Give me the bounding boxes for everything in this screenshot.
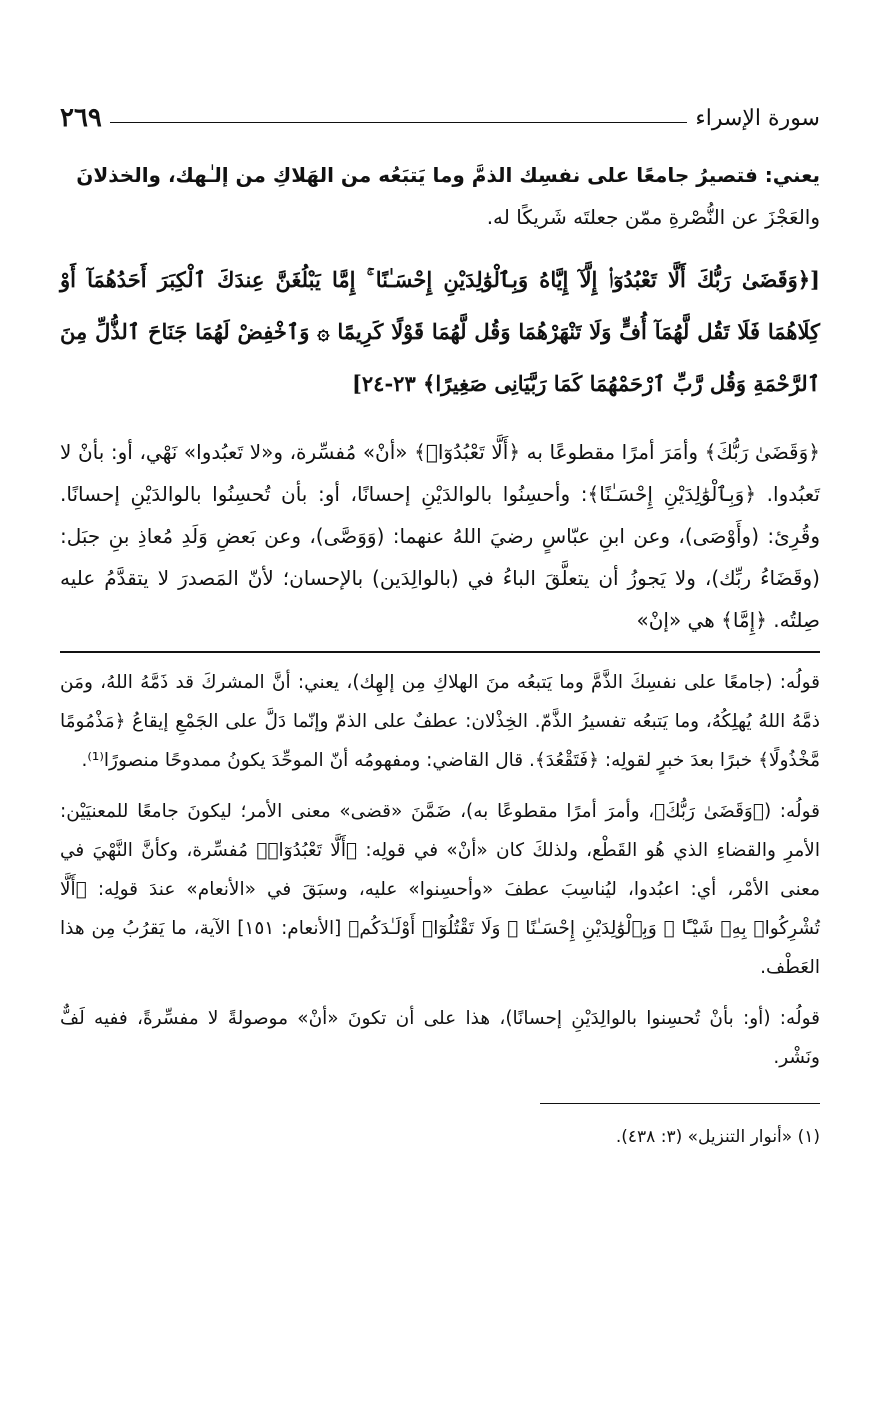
hashiya-note-3: قولُه: (أو: بأنْ تُحسِنوا بالوالِدَيْنِ إحسانًا)، هذا على أن تكونَ «أنْ» موصولةً لا مفسِّرةً، ففيه لَفٌّ ونَشْر. (60, 1008, 820, 1068)
header-rule (110, 122, 687, 123)
footnote-rule (540, 1103, 820, 1104)
hashiya-separator (60, 651, 820, 653)
intro-lead: يعني: فتصيرُ جامعًا على نفسِك الذمَّ وما يَتبَعُه من الهَلاكِ من إلـٰهك، والخذلانَ (76, 163, 820, 187)
footnote: (١) «أنوار التنزيل» (٣: ٤٣٨). (615, 1127, 820, 1147)
intro-paragraph (60, 154, 820, 238)
surah-title: سورة الإسراء (695, 105, 820, 131)
page-number: ٢٦٩ (60, 103, 102, 133)
tafsir-paragraph: ﴿وَقَضَىٰ رَبُّكَ﴾ وأمَرَ أمرًا مقطوعًا به ﴿أَلَّا تَعْبُدُوٓا۟﴾ «أنْ» مُفسِّرة، و«لا تَعبُدوا» نَهْي، أو: بأنْ لا تَعبُدوا. ﴿وَبِٱلْوَٰلِدَيْنِ إِحْسَـٰنًا﴾: وأحسِنُوا بالوالدَيْنِ إحسانًا، أو: بأن تُحسِنُوا بالوالدَيْنِ إحسانًا. وقُرِئ: (وأَوْصَى)، وعن ابنِ عبّاسٍ رضيَ اللهُ عنهما: (وَوَصَّى)، وعن بَعضِ وَلَدِ مُعاذِ بنِ جبَل: (وقَضَاءُ ربِّك)، ولا يَجوزُ أن يتعلَّقَ الباءُ في (بالوالِدَين) بالإحسان؛ لأنّ المَصدرَ لا يتقدَّمُ عليه صِلتُه. ﴿إِمَّا﴾ هي «إنْ» (60, 440, 820, 632)
book-page (60, 98, 820, 1169)
page-header (60, 98, 820, 138)
hashiya-note-1: قولُه: (جامعًا على نفسِكَ الذَّمَّ وما يَتبعُه منَ الهلاكِ مِن إلهِك)، يعني: أنَّ المشركَ قد ذَمَّهُ اللهُ، ومَن ذمَّهُ اللهُ يُهلِكُهُ، وما يَتبعُه تفسيرُ الذَّمّ. الخِذْلان: عطفٌ على الذمّ وإنّما دَلَّ على الجَمْعِ إيقاعُ ﴿مَذْمُومًا مَّخْذُولًا﴾ خبرًا بعدَ خبرٍ لقولِه: ﴿فَتَقْعُدَ﴾. قال القاضي: ومفهومُه أنّ الموحِّدَ يكونُ ممدوحًا منصورًا⁽¹⁾. (60, 672, 820, 771)
hashiya-note-2: قولُه: (﴿وَقَضَىٰ رَبُّكَ﴾، وأمرَ أمرًا مقطوعًا به)، ضَمَّنَ «قضى» معنى الأمر؛ ليكونَ جامعًا للمعنيَيْن: الأمرِ والقضاءِ الذي هُو القَطْع، ولذلكَ كان «أنْ» في قولِه: ﴿أَلَّا تَعْبُدُوٓا۟﴾ مُفسِّرة، وكأنَّ النَّهْيَ في معنى الأمْر، أي: اعبُدوا، ليُناسِبَ عطفَ «وأحسِنوا» عليه، وسبَقَ في «الأنعام» عندَ قولِه: ﴿أَلَّا تُشْرِكُوا۟ بِهِۦ شَيْـًٔا ۖ وَبِٱلْوَٰلِدَيْنِ إِحْسَـٰنًا ۖ وَلَا تَقْتُلُوٓا۟ أَوْلَـٰدَكُم﴾ [الأنعام: ١٥١] الآية، ما يَقرُبُ مِن هذا العَطْف. (60, 801, 820, 978)
intro-rest: والعَجْزَ عن النُّصْرةِ ممّن جعلتَه شَريكًا له. (486, 205, 820, 229)
quran-verse: [﴿وَقَضَىٰ رَبُّكَ أَلَّا تَعْبُدُوٓا۟ إِلَّآ إِيَّاهُ وَبِٱلْوَٰلِدَيْنِ إِحْسَـٰنًا ۚ إِمَّا يَبْلُغَنَّ عِندَكَ ٱلْكِبَرَ أَحَدُهُمَآ أَوْ كِلَاهُمَا فَلَا تَقُل لَّهُمَآ أُفٍّ وَلَا تَنْهَرْهُمَا وَقُل لَّهُمَا قَوْلًا كَرِيمًا ۞ وَٱخْفِضْ لَهُمَا جَنَاحَ ٱلذُّلِّ مِنَ ٱلرَّحْمَةِ وَقُل رَّبِّ ٱرْحَمْهُمَا كَمَا رَبَّيَانِى صَغِيرًا﴾ ٢٣-٢٤] (60, 267, 820, 396)
